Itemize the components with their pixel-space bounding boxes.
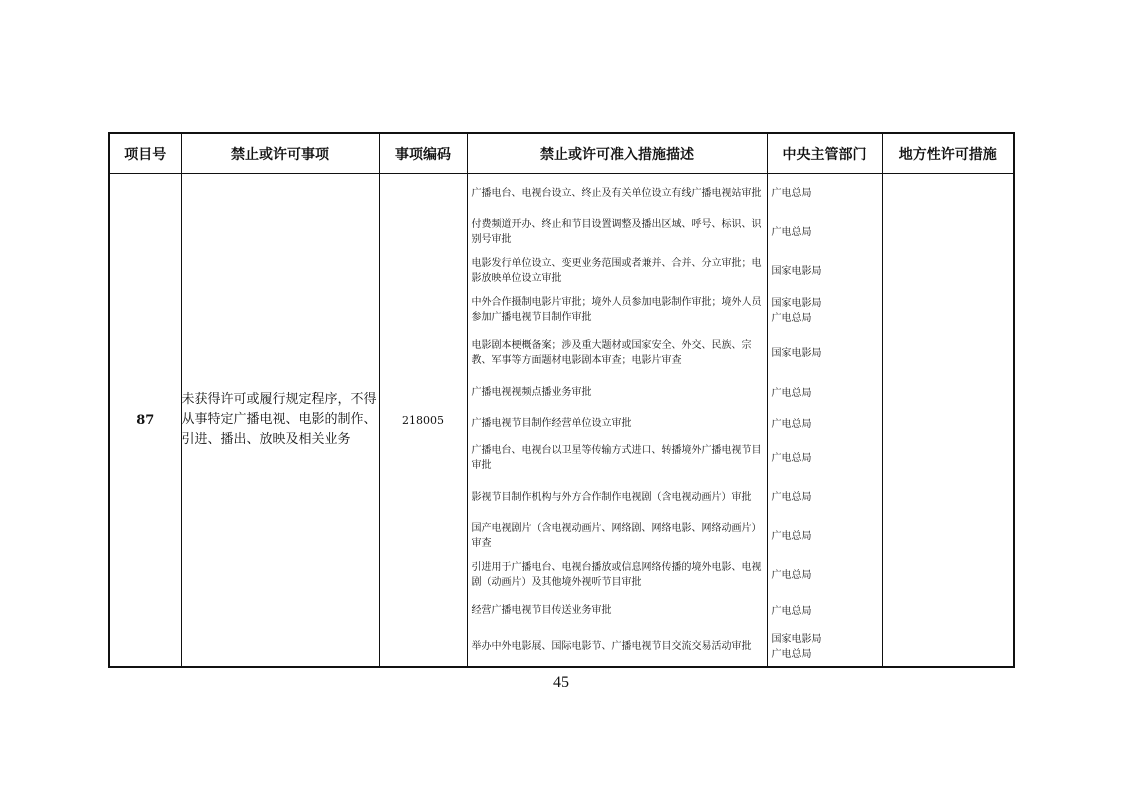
measure-description: 广播电视节目制作经营单位设立审批 [468, 409, 767, 439]
local-measures-cell [882, 174, 1014, 668]
header-item-name: 禁止或许可事项 [181, 133, 379, 174]
central-department: 广电总局 [771, 227, 812, 238]
header-local-measures: 地方性许可措施 [882, 133, 1014, 174]
item-name: 未获得许可或履行规定程序，不得从事特定广播电视、电影的制作、引进、播出、放映及相关业务 [181, 174, 379, 668]
page-number: 45 [553, 674, 569, 691]
central-department: 广电总局 [771, 418, 812, 430]
central-department-list [767, 174, 882, 668]
central-department: 广电总局 [771, 531, 812, 542]
header-central-department: 中央主管部门 [767, 133, 882, 174]
header-measure-description: 禁止或许可准入措施描述 [467, 133, 767, 174]
header-item-number: 项目号 [109, 133, 181, 174]
header-item-code: 事项编码 [379, 133, 467, 174]
central-department: 广电总局 [771, 387, 812, 399]
central-department: 广电总局 [771, 453, 812, 464]
measure-description: 广播电视视频点播业务审批 [468, 377, 767, 409]
measure-description: 经营广播电视节目传送业务审批 [468, 595, 767, 627]
measure-description: 国产电视剧片（含电视动画片、网络剧、网络电影、网络动画片）审查 [468, 517, 767, 556]
central-department: 广电总局 [771, 188, 812, 199]
central-department: 国家电影局 [771, 266, 822, 277]
central-department: 国家电影局 广电总局 [771, 633, 822, 660]
central-department: 广电总局 [771, 605, 812, 617]
measure-description: 广播电台、电视台设立、终止及有关单位设立有线广播电视站审批 [468, 174, 767, 213]
measure-description: 付费频道开办、终止和节目设置调整及播出区域、呼号、标识、识别号审批 [468, 213, 767, 252]
item-code: 218005 [379, 174, 467, 668]
central-department: 国家电影局 广电总局 [771, 297, 822, 324]
item-number: 87 [109, 174, 181, 668]
central-department: 国家电影局 [771, 348, 822, 359]
central-department: 广电总局 [771, 492, 812, 503]
measure-description: 电影发行单位设立、变更业务范围或者兼并、合并、分立审批；电影放映单位设立审批 [468, 252, 767, 291]
measure-description: 引进用于广播电台、电视台播放或信息网络传播的境外电影、电视剧（动画片）及其他境外视听节目审批 [468, 556, 767, 595]
measure-description-list [467, 174, 767, 668]
table-row [109, 174, 1014, 668]
measure-description: 中外合作摄制电影片审批；境外人员参加电影制作审批；境外人员参加广播电视节目制作审批 [468, 291, 767, 330]
measure-description: 电影剧本梗概备案；涉及重大题材或国家安全、外交、民族、宗教、军事等方面题材电影剧本审查；电影片审查 [468, 330, 767, 377]
central-department: 广电总局 [771, 570, 812, 581]
table-header-row [109, 133, 1014, 174]
measure-description: 广播电台、电视台以卫星等传输方式进口、转播境外广播电视节目审批 [468, 439, 767, 478]
permit-table [108, 132, 1015, 668]
measure-description: 影视节目制作机构与外方合作制作电视剧（含电视动画片）审批 [468, 478, 767, 517]
measure-description: 举办中外电影展、国际电影节、广播电视节目交流交易活动审批 [468, 627, 767, 666]
document-table-area [108, 132, 1013, 668]
